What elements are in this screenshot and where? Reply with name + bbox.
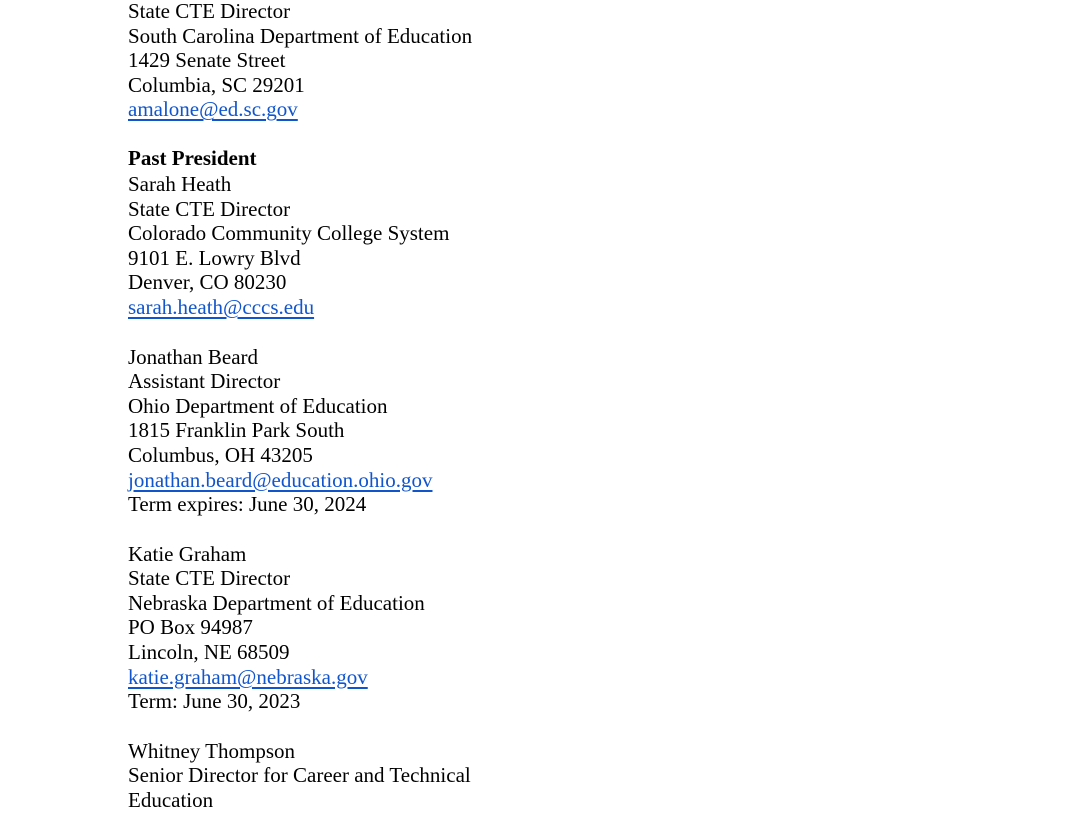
document-page: [128, 0, 1028, 813]
contact-organization: South Carolina Department of Education: [128, 23, 473, 48]
contact-name: Whitney Thompson: [128, 738, 296, 763]
contact-organization: Colorado Community College System: [128, 221, 450, 246]
contact-city: Columbus, OH 43205: [128, 442, 313, 467]
contact-entry: [128, 542, 1028, 714]
past-president-section: [128, 145, 1028, 320]
contact-organization: Ohio Department of Education: [128, 393, 388, 418]
contact-name: Jonathan Beard: [128, 344, 259, 369]
contact-entry: [128, 345, 1028, 517]
spacer: [128, 517, 1028, 542]
contact-email-link[interactable]: katie.graham@nebraska.gov: [128, 664, 368, 689]
contact-entry-top: [128, 0, 1028, 122]
contact-address: 9101 E. Lowry Blvd: [128, 245, 301, 270]
contact-city: Denver, CO 80230: [128, 270, 287, 295]
contact-title: Senior Director for Career and Technical: [128, 763, 471, 788]
contact-city: Lincoln, NE 68509: [128, 640, 290, 665]
contact-address: 1815 Franklin Park South: [128, 418, 345, 443]
contact-entry: [128, 739, 1028, 813]
contact-name: Sarah Heath: [128, 171, 232, 196]
contact-title: State CTE Director: [128, 0, 291, 23]
contact-term: Term expires: June 30, 2024: [128, 492, 367, 517]
contact-address: PO Box 94987: [128, 615, 253, 640]
contact-organization: Nebraska Department of Education: [128, 590, 425, 615]
contact-address: 1429 Senate Street: [128, 48, 286, 73]
contact-email-link[interactable]: sarah.heath@cccs.edu: [128, 294, 315, 319]
contact-name: Katie Graham: [128, 541, 247, 566]
contact-city: Columbia, SC 29201: [128, 72, 305, 97]
spacer: [128, 320, 1028, 345]
contact-title: State CTE Director: [128, 196, 291, 221]
contact-email-link[interactable]: amalone@ed.sc.gov: [128, 97, 298, 122]
contact-title-continued: Education: [128, 788, 214, 813]
spacer: [128, 714, 1028, 739]
contact-title: Assistant Director: [128, 369, 281, 394]
contact-term: Term: June 30, 2023: [128, 689, 301, 714]
contact-title: State CTE Director: [128, 566, 291, 591]
contact-email-link[interactable]: jonathan.beard@education.ohio.gov: [128, 467, 433, 492]
section-heading: Past President: [128, 145, 257, 170]
spacer: [128, 122, 1028, 145]
